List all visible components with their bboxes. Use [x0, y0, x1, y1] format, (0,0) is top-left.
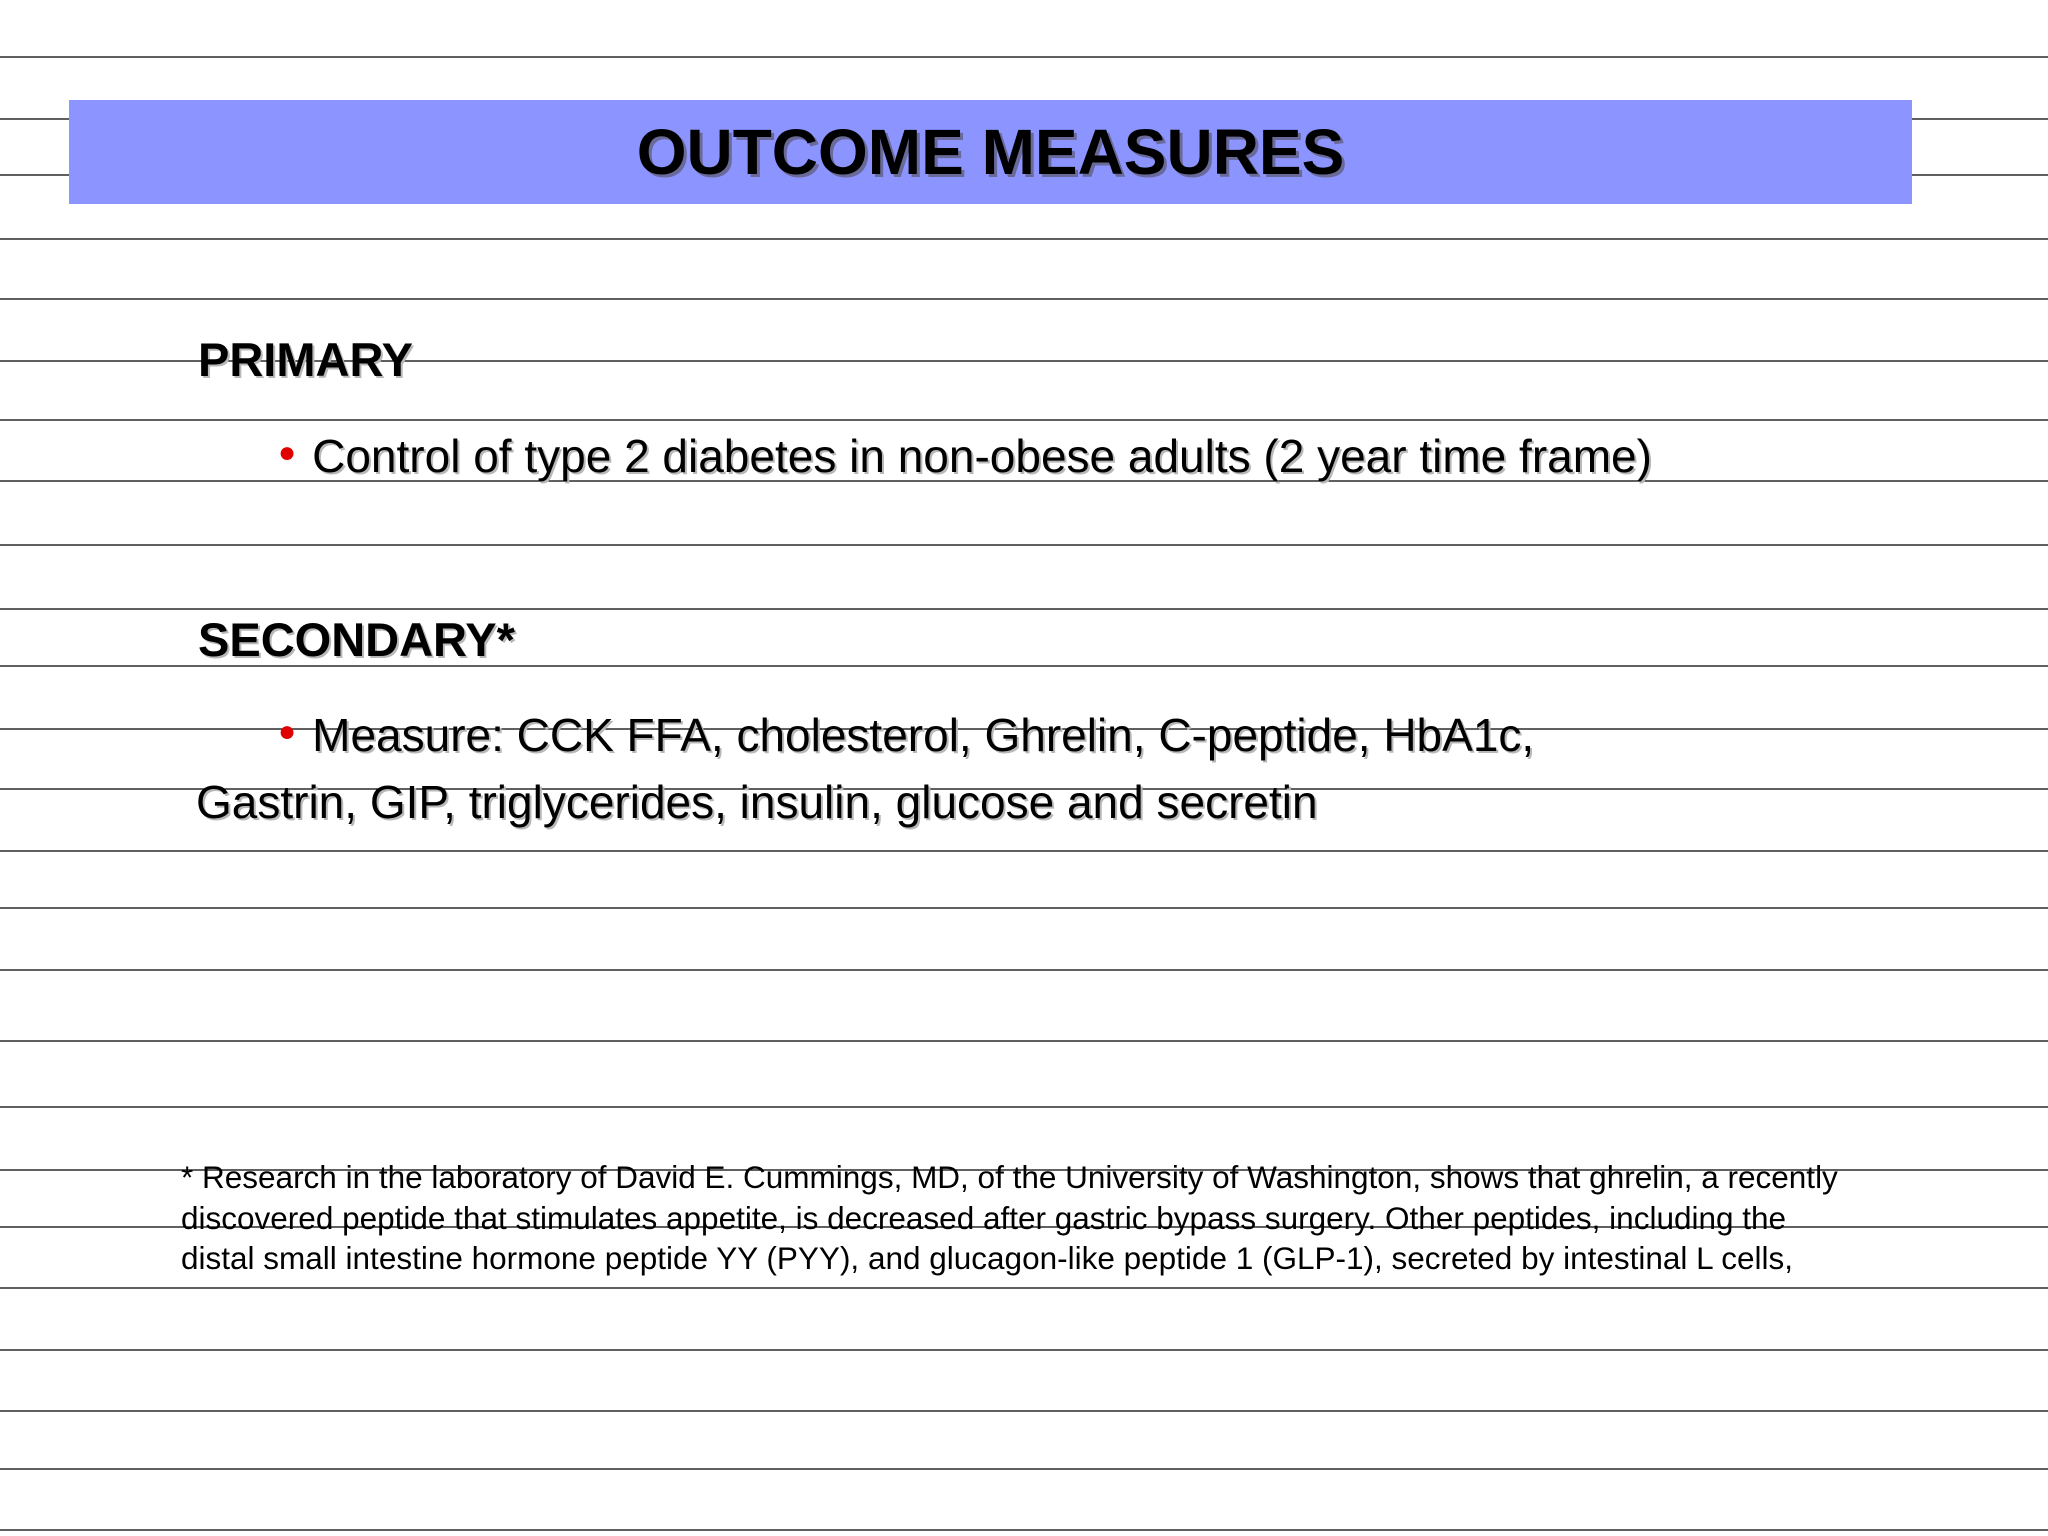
primary-heading: PRIMARY	[198, 333, 413, 386]
secondary-bullet-line-1: Measure: CCK FFA, cholesterol, Ghrelin, C-peptide, HbA1c,	[312, 709, 1535, 761]
secondary-heading: SECONDARY*	[198, 613, 515, 666]
slide-title: OUTCOME MEASURES	[636, 116, 1345, 188]
bullet-dot-icon: ●	[278, 436, 297, 469]
secondary-bullet	[196, 705, 1758, 832]
title-banner	[69, 100, 1912, 204]
primary-bullet	[278, 426, 1652, 493]
footnote-line: discovered peptide that stimulates appetite, is decreased after gastric bypass surgery. Other peptides, including the	[181, 1199, 1787, 1236]
footnote-line: distal small intestine hormone peptide YY (PYY), and glucagon-like peptide 1 (GLP-1), secreted by intestinal L cells,	[181, 1240, 1794, 1276]
secondary-bullet-line-2: Gastrin, GIP, triglycerides, insulin, glucose and secretin	[196, 776, 1318, 828]
footnote	[181, 1157, 2021, 1279]
primary-bullet-text: Control of type 2 diabetes in non-obese adults (2 year time frame)	[312, 430, 1652, 482]
footnote-line: * Research in the laboratory of David E. Cummings, MD, of the University of Washington, shows that ghrelin, a recently	[181, 1159, 1838, 1195]
bullet-dot-icon: ●	[278, 715, 297, 748]
